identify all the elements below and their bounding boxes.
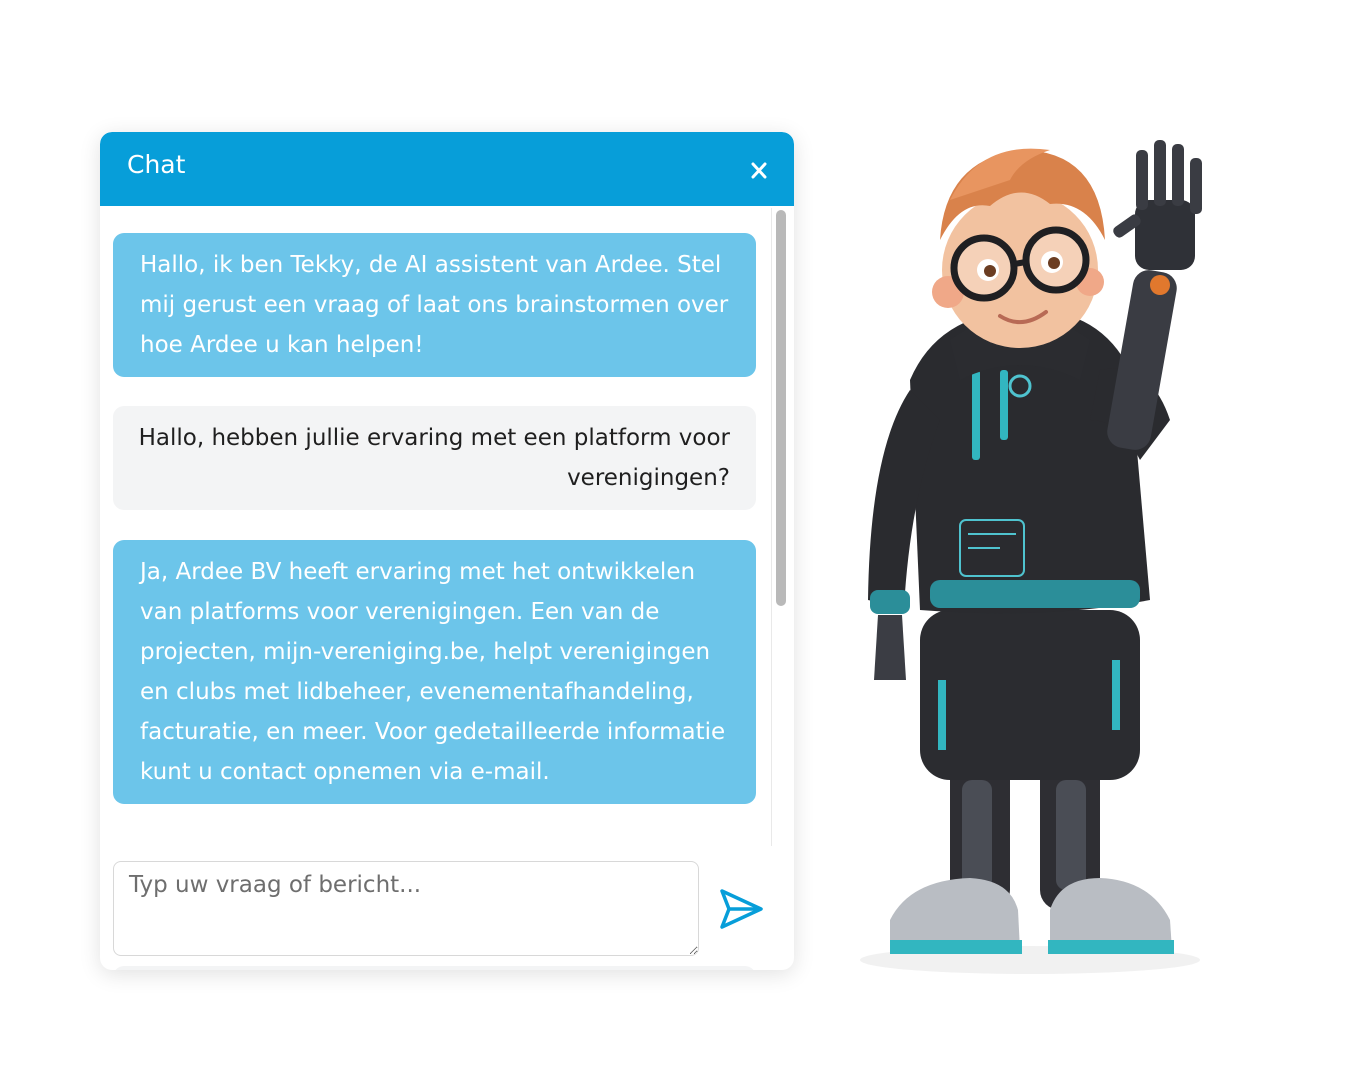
message-list [100, 206, 794, 970]
chat-title: Chat [127, 150, 186, 179]
message-input[interactable] [113, 861, 699, 956]
user-message: Hallo, hebben jullie ervaring met een platform voor verenigingen? [113, 406, 756, 510]
close-icon [742, 152, 776, 186]
robot-boy-mascot [850, 120, 1270, 1000]
scrollbar-thumb[interactable] [776, 210, 786, 606]
message-partial [113, 966, 756, 970]
chat-header [100, 132, 794, 206]
assistant-message: Ja, Ardee BV heeft ervaring met het ontwikkelen van platforms voor verenigingen. Een van de projecten, mijn-vereniging.be, helpt verenigingen en clubs met lidbeheer, evenementafhandeling, facturatie, en meer. Voor gedetailleerde informatie kunt u contact opnemen via e-mail. [113, 540, 756, 804]
close-button[interactable] [742, 152, 776, 186]
chat-window [100, 132, 794, 970]
send-icon [716, 886, 766, 932]
assistant-message: Hallo, ik ben Tekky, de AI assistent van Ardee. Stel mij gerust een vraag of laat ons brainstormen over hoe Ardee u kan helpen! [113, 233, 756, 377]
send-button[interactable] [716, 886, 766, 932]
